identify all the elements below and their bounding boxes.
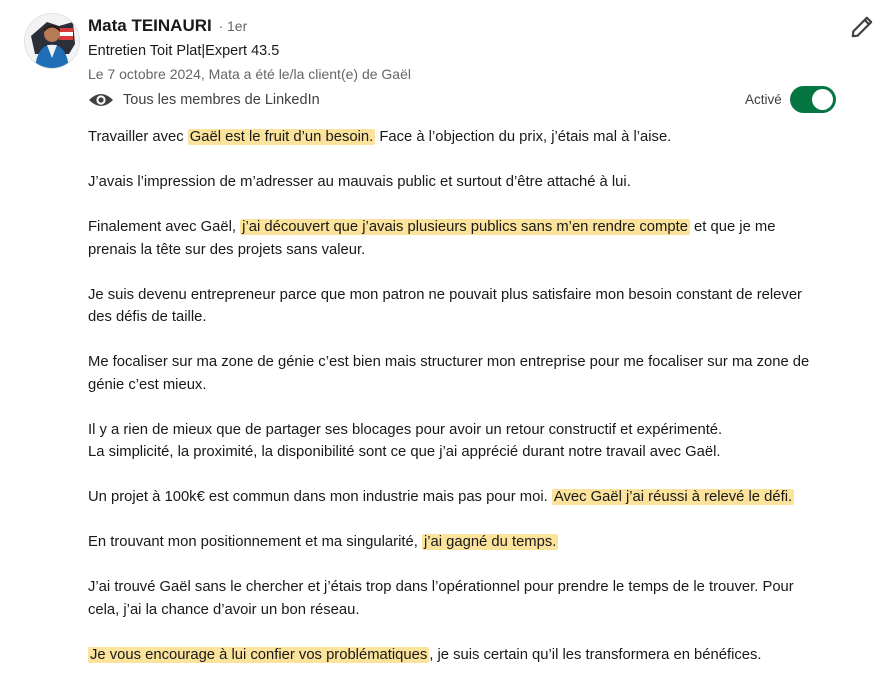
recommendation-paragraph <box>88 531 828 554</box>
highlighted-text: Gaël est le fruit d’un besoin. <box>189 129 374 145</box>
author-headline: Entretien Toit Plat|Expert 43.5 <box>88 43 280 59</box>
eye-icon <box>88 91 114 109</box>
highlighted-text: Avec Gaël j’ai réussi à relevé le défi. <box>553 489 793 505</box>
recommendation-paragraph <box>88 284 828 329</box>
recommendation-paragraph <box>88 486 828 509</box>
recommendation-date: Le 7 octobre 2024, Mata a été le/la client(e) de Gaël <box>88 66 411 82</box>
recommendation-paragraph <box>88 576 828 621</box>
visibility-setting <box>88 89 320 111</box>
pencil-icon <box>849 14 875 45</box>
highlighted-text: j’ai découvert que j’avais plusieurs publics sans m’en rendre compte <box>242 219 688 235</box>
text-segment: Il y a rien de mieux que de partager ses blocages pour avoir un retour constructif et expérimenté. <box>88 421 723 438</box>
author-name[interactable]: Mata TEINAURI <box>88 16 212 35</box>
highlighted-text: Je vous encourage à lui confier vos problématiques <box>90 646 428 663</box>
text-segment: J’ai trouvé Gaël sans le chercher et j’étais trop dans l’opérationnel pour prendre le temps de le trouver. Pour cela, j’ai la chance d’avoir un bon réseau. <box>88 579 794 618</box>
text-segment: , je suis certain qu’il les transformera en bénéfices. <box>429 646 762 663</box>
connection-degree: · 1er <box>218 18 248 34</box>
recommendation-paragraph <box>88 644 828 667</box>
avatar[interactable] <box>24 13 80 69</box>
display-toggle-group <box>745 85 836 113</box>
visibility-label: Tous les membres de LinkedIn <box>123 92 320 108</box>
text-segment: En trouvant mon positionnement et ma singularité, <box>88 534 422 550</box>
text-segment: Travailler avec <box>88 129 188 145</box>
edit-button[interactable] <box>847 14 877 44</box>
recommendation-paragraph <box>88 351 828 396</box>
text-segment: J’avais l’impression de m’adresser au mauvais public et surtout d’être attaché à lui. <box>88 174 631 190</box>
recommendation-paragraph <box>88 419 828 464</box>
text-segment: Finalement avec Gaël, <box>88 219 241 235</box>
text-segment: Me focaliser sur ma zone de génie c’est bien mais structurer mon entreprise pour me focaliser sur ma zone de génie c’est mieux. <box>88 354 810 393</box>
text-segment: Un projet à 100k€ est commun dans mon industrie mais pas pour moi. <box>88 489 552 505</box>
toggle-knob <box>812 89 833 110</box>
recommendation-paragraph <box>88 126 828 149</box>
author-name-row <box>88 16 247 36</box>
recommendation-paragraph <box>88 216 828 261</box>
highlighted-text: j’ai gagné du temps. <box>423 534 557 550</box>
recommendation-paragraph <box>88 171 828 194</box>
text-segment: Je suis devenu entrepreneur parce que mon patron ne pouvait plus satisfaire mon besoin constant de relever des défis de taille. <box>88 286 802 325</box>
recommendation-text <box>88 126 828 689</box>
text-segment: et que je me prenais la tête sur des projets sans valeur. <box>88 219 776 258</box>
display-toggle[interactable] <box>790 86 836 113</box>
text-segment: Face à l’objection du prix, j’étais mal à l’aise. <box>375 129 672 145</box>
toggle-status-label: Activé <box>745 91 782 107</box>
text-segment: La simplicité, la proximité, la disponibilité sont ce que j’ai apprécié durant notre travail avec Gaël. <box>88 444 721 460</box>
